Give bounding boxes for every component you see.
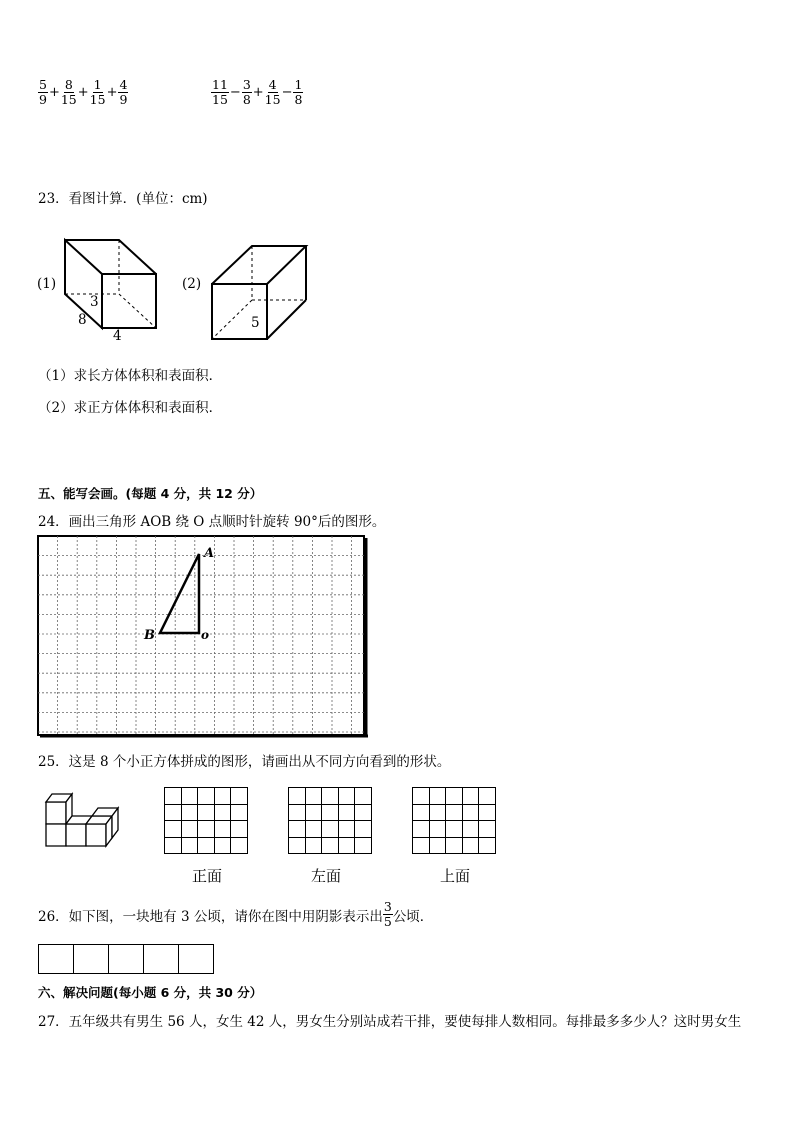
grid-cell[interactable]	[289, 788, 306, 805]
grid-cell[interactable]	[231, 821, 248, 838]
denominator: 8	[294, 92, 303, 107]
strip-cell[interactable]	[39, 945, 74, 974]
section-5-title: 五、能写会画。(每题 4 分，共 12 分）	[38, 486, 263, 501]
grid-cell[interactable]	[322, 788, 339, 805]
denominator: 15	[212, 92, 228, 107]
strip-cell[interactable]	[144, 945, 179, 974]
numerator: 1	[93, 77, 102, 92]
section-6-title: 六、解决问题(每小题 6 分，共 30 分）	[38, 985, 263, 1000]
fraction	[211, 78, 229, 107]
grid-cell[interactable]	[165, 837, 182, 854]
grid-cell[interactable]	[338, 788, 355, 805]
fraction-expression-2	[211, 78, 303, 107]
grid-cell[interactable]	[355, 804, 372, 821]
grid-cell[interactable]	[231, 837, 248, 854]
grid-cell[interactable]	[305, 821, 322, 838]
left-view-grid[interactable]	[288, 787, 372, 854]
grid-cell[interactable]	[462, 837, 479, 854]
question-24-title: 24．画出三角形 AOB 绕 O 点顺时针旋转 90°后的图形。	[38, 514, 386, 530]
operator: +	[77, 85, 89, 100]
grid-cell[interactable]	[413, 788, 430, 805]
grid-cell[interactable]	[429, 821, 446, 838]
denominator: 9	[39, 92, 47, 107]
front-view-label: 正面	[192, 868, 223, 885]
numerator: 3	[242, 77, 251, 92]
grid-cell[interactable]	[198, 837, 215, 854]
question-25-title: 25．这是 8 个小正方体拼成的图形，请画出从不同方向看到的形状。	[38, 754, 451, 770]
top-view-grid[interactable]	[412, 787, 496, 854]
question-23-sub-2: （2）求正方体体积和表面积．	[38, 400, 223, 416]
fraction	[293, 78, 303, 107]
numerator: 11	[212, 77, 228, 92]
grid-cell[interactable]	[198, 788, 215, 805]
grid-cell[interactable]	[181, 804, 198, 821]
strip-cell[interactable]	[179, 945, 214, 974]
point-a-label: A	[204, 546, 215, 561]
grid-cell[interactable]	[462, 788, 479, 805]
numerator: 4	[268, 77, 277, 92]
strip-cell[interactable]	[74, 945, 109, 974]
grid-cell[interactable]	[181, 821, 198, 838]
denominator: 9	[119, 92, 128, 107]
grid-cell[interactable]	[322, 837, 339, 854]
grid-cell[interactable]	[214, 804, 231, 821]
fraction	[90, 78, 106, 107]
grid-cell[interactable]	[289, 804, 306, 821]
question-23-title: 23．看图计算．(单位：cm)	[38, 191, 208, 207]
question-26-text-before: 26．如下图，一块地有 3 公顷，请你在图中用阴影表示出	[38, 908, 383, 925]
denominator: 8	[242, 92, 251, 107]
numerator: 8	[64, 77, 73, 92]
cube-figure	[205, 240, 315, 345]
grid-cell[interactable]	[338, 821, 355, 838]
operator: +	[252, 85, 264, 100]
grid-cell[interactable]	[446, 837, 463, 854]
question-26-text-after: 公顷．	[392, 908, 434, 925]
grid-cell[interactable]	[322, 804, 339, 821]
denominator: 15	[60, 92, 77, 107]
point-b-label: B	[144, 628, 155, 643]
grid-cell[interactable]	[413, 837, 430, 854]
grid-cell[interactable]	[479, 821, 496, 838]
operator: +	[48, 85, 60, 100]
grid-cell[interactable]	[181, 788, 198, 805]
numerator: 1	[294, 77, 303, 92]
fraction	[265, 78, 281, 107]
question-27-text: 27．五年级共有男生 56 人，女生 42 人，男女生分别站成若干排，要使每排人数相同。每排最多多少人？这时男女生	[38, 1014, 742, 1030]
grid-cell[interactable]	[413, 821, 430, 838]
grid-cell[interactable]	[214, 837, 231, 854]
figure-1-label: (1)	[37, 276, 57, 292]
grid-cell[interactable]	[165, 788, 182, 805]
grid-cell[interactable]	[355, 788, 372, 805]
cuboid-height-label: 3	[90, 294, 99, 310]
grid-cell[interactable]	[305, 788, 322, 805]
numerator: 4	[119, 77, 128, 92]
denominator: 15	[89, 92, 106, 107]
front-view-grid[interactable]	[164, 787, 248, 854]
grid-cell[interactable]	[289, 837, 306, 854]
fraction	[242, 78, 252, 107]
grid-cell[interactable]	[338, 804, 355, 821]
operator: −	[229, 85, 241, 100]
cuboid-width-label: 4	[113, 328, 122, 344]
grid-cell[interactable]	[231, 788, 248, 805]
grid-cell[interactable]	[479, 804, 496, 821]
cube-stack-figure	[42, 790, 126, 852]
grid-cell[interactable]	[165, 821, 182, 838]
grid-cell[interactable]	[429, 837, 446, 854]
numerator: 5	[39, 77, 47, 92]
cuboid-depth-label: 8	[78, 312, 87, 328]
fraction	[38, 78, 48, 107]
grid-cell[interactable]	[338, 837, 355, 854]
grid-cell[interactable]	[289, 821, 306, 838]
fraction-denominator: 5	[383, 914, 392, 929]
grid-cell[interactable]	[446, 788, 463, 805]
fraction-expression-1	[38, 78, 128, 107]
point-o-label: o	[201, 628, 210, 642]
grid-cell[interactable]	[429, 804, 446, 821]
grid-cell[interactable]	[198, 804, 215, 821]
grid-cell[interactable]	[181, 837, 198, 854]
grid-cell[interactable]	[462, 821, 479, 838]
fraction-numerator: 3	[383, 899, 392, 914]
grid-cell[interactable]	[165, 804, 182, 821]
top-view-label: 上面	[440, 868, 471, 885]
grid-cell[interactable]	[355, 821, 372, 838]
grid-cell[interactable]	[355, 837, 372, 854]
question-23-sub-1: （1）求长方体体积和表面积．	[38, 368, 223, 384]
grid-cell[interactable]	[479, 837, 496, 854]
grid-cell[interactable]	[231, 804, 248, 821]
grid-cell[interactable]	[322, 821, 339, 838]
grid-cell[interactable]	[198, 821, 215, 838]
strip-cell[interactable]	[109, 945, 144, 974]
question-26-title	[38, 900, 433, 929]
grid-cell[interactable]	[462, 804, 479, 821]
grid-cell[interactable]	[305, 804, 322, 821]
cube-edge-label: 5	[251, 315, 260, 331]
fraction	[61, 78, 77, 107]
grid-cell[interactable]	[446, 804, 463, 821]
grid-cell[interactable]	[305, 837, 322, 854]
grid-cell[interactable]	[214, 821, 231, 838]
question-26-fraction	[383, 900, 393, 929]
grid-cell[interactable]	[413, 804, 430, 821]
land-strip-grid[interactable]	[38, 944, 214, 974]
grid-cell[interactable]	[429, 788, 446, 805]
operator: −	[281, 85, 293, 100]
figure-2-label: (2)	[182, 276, 202, 292]
operator: +	[106, 85, 118, 100]
grid-cell[interactable]	[479, 788, 496, 805]
denominator: 15	[264, 92, 281, 107]
grid-cell[interactable]	[446, 821, 463, 838]
fraction	[118, 78, 128, 107]
grid-cell[interactable]	[214, 788, 231, 805]
left-view-label: 左面	[311, 868, 342, 885]
